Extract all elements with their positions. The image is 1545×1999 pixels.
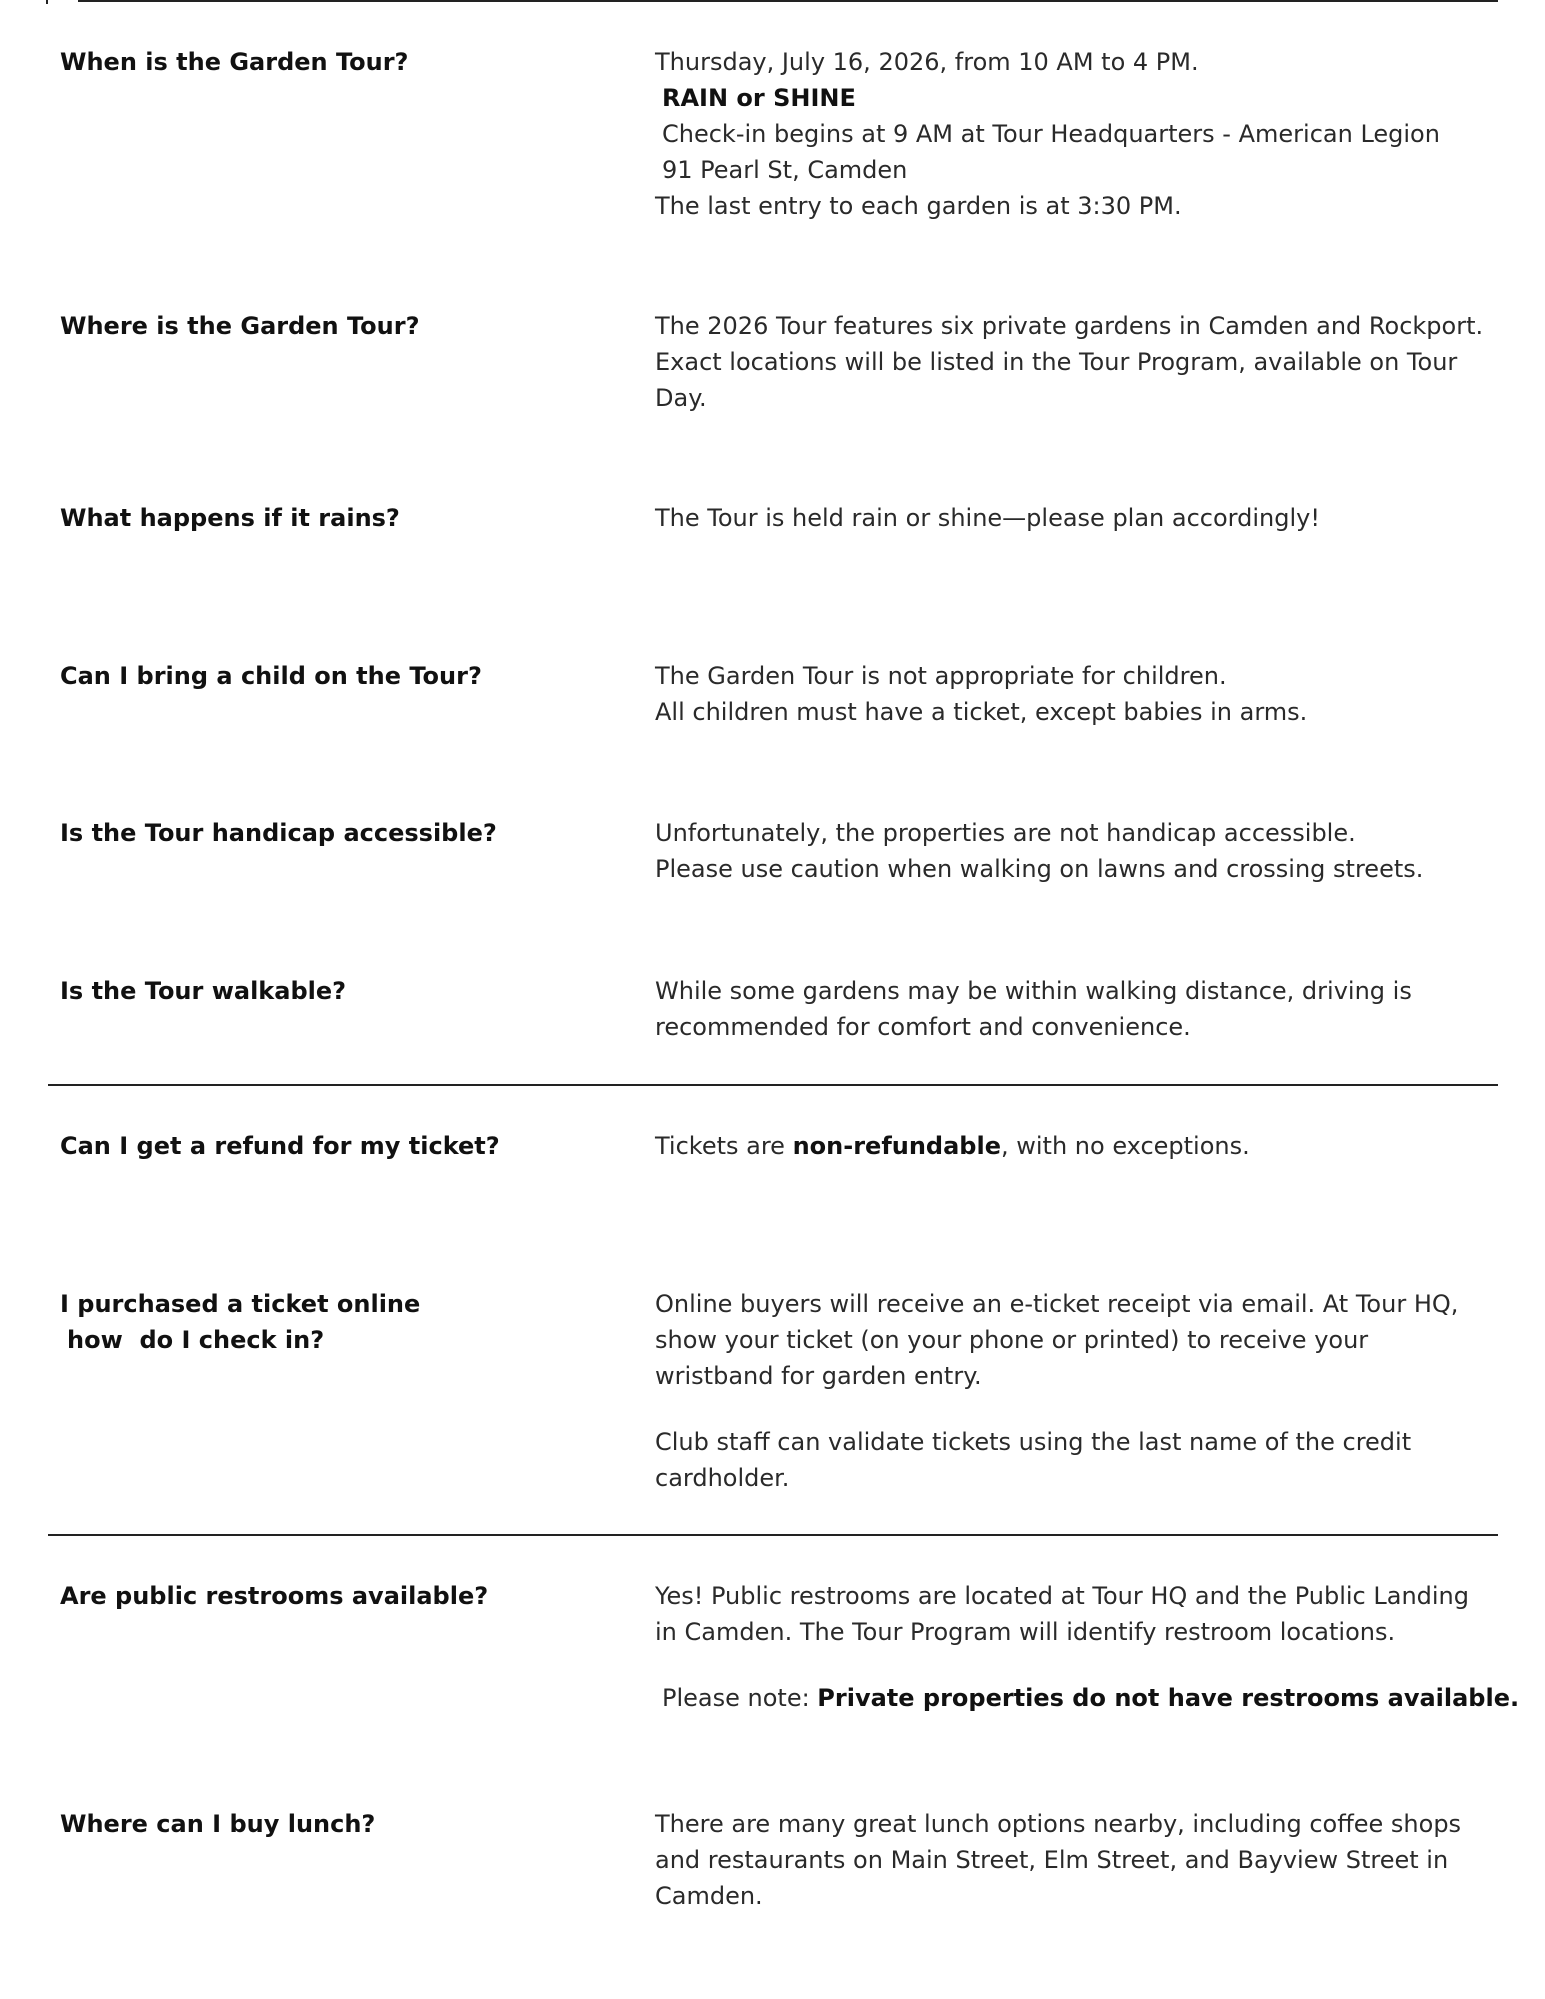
faq-answer bbox=[655, 658, 1495, 730]
faq-answer bbox=[655, 1286, 1495, 1496]
answer-line: The 2026 Tour features six private gardens in Camden and Rockport. bbox=[655, 312, 1484, 340]
faq-answer bbox=[655, 1806, 1495, 1914]
answer-line: cardholder. bbox=[655, 1464, 790, 1492]
faq-question bbox=[60, 973, 620, 1009]
section-divider bbox=[48, 1084, 1498, 1086]
faq-answer bbox=[655, 500, 1495, 536]
faq-answer bbox=[655, 973, 1495, 1045]
faq-question bbox=[60, 500, 620, 536]
faq-answer bbox=[655, 815, 1495, 887]
faq-question bbox=[60, 308, 620, 344]
section-divider bbox=[48, 1534, 1498, 1536]
answer-line: recommended for comfort and convenience. bbox=[655, 1013, 1191, 1041]
faq-question bbox=[60, 44, 620, 80]
top-left-tick bbox=[46, 0, 48, 4]
faq-question bbox=[60, 1128, 620, 1164]
answer-line: While some gardens may be within walking distance, driving is bbox=[655, 977, 1412, 1005]
answer-line: Thursday, July 16, 2026, from 10 AM to 4 PM. bbox=[655, 48, 1199, 76]
answer-line: Please use caution when walking on lawns and crossing streets. bbox=[655, 855, 1424, 883]
answer-text: , with no exceptions. bbox=[1000, 1132, 1250, 1160]
answer-line: Unfortunately, the properties are not handicap accessible. bbox=[655, 819, 1356, 847]
answer-line bbox=[655, 1128, 1495, 1164]
question-text: When is the Garden Tour? bbox=[60, 48, 409, 76]
answer-line: There are many great lunch options nearby, including coffee shops bbox=[655, 1810, 1462, 1838]
faq-question bbox=[60, 658, 620, 694]
answer-note bbox=[655, 1680, 1520, 1716]
question-text: Is the Tour handicap accessible? bbox=[60, 819, 497, 847]
answer-line: wristband for garden entry. bbox=[655, 1362, 982, 1390]
answer-line: in Camden. The Tour Program will identify restroom locations. bbox=[655, 1618, 1396, 1646]
faq-question bbox=[60, 815, 620, 851]
question-text: how do I check in? bbox=[67, 1326, 325, 1354]
faq-answer bbox=[655, 44, 1495, 224]
question-text: Where is the Garden Tour? bbox=[60, 312, 420, 340]
answer-line: Exact locations will be listed in the Tour Program, available on Tour bbox=[655, 348, 1458, 376]
question-text: Is the Tour walkable? bbox=[60, 977, 347, 1005]
question-text: I purchased a ticket online bbox=[60, 1290, 421, 1318]
answer-line: The last entry to each garden is at 3:30 PM. bbox=[655, 192, 1182, 220]
answer-line: Club staff can validate tickets using the last name of the credit bbox=[655, 1428, 1412, 1456]
faq-question bbox=[60, 1286, 620, 1358]
top-divider bbox=[78, 0, 1498, 2]
answer-line-emphasis: RAIN or SHINE bbox=[662, 84, 856, 112]
answer-line: Online buyers will receive an e-ticket receipt via email. At Tour HQ, bbox=[655, 1290, 1459, 1318]
answer-line: show your ticket (on your phone or printed) to receive your bbox=[655, 1326, 1369, 1354]
answer-line: Yes! Public restrooms are located at Tour HQ and the Public Landing bbox=[655, 1582, 1469, 1610]
faq-question bbox=[60, 1578, 620, 1614]
answer-line: The Tour is held rain or shine—please plan accordingly! bbox=[655, 504, 1320, 532]
answer-line: Day. bbox=[655, 384, 707, 412]
question-text: Where can I buy lunch? bbox=[60, 1810, 376, 1838]
question-text: What happens if it rains? bbox=[60, 504, 400, 532]
answer-line: Camden. bbox=[655, 1882, 763, 1910]
note-label: Please note: bbox=[662, 1684, 818, 1712]
faq-answer bbox=[655, 308, 1495, 416]
answer-emphasis: non-refundable bbox=[792, 1132, 1001, 1160]
answer-line: and restaurants on Main Street, Elm Street, and Bayview Street in bbox=[655, 1846, 1449, 1874]
answer-line: All children must have a ticket, except babies in arms. bbox=[655, 698, 1308, 726]
faq-answer bbox=[655, 1578, 1520, 1716]
answer-text: Tickets are bbox=[655, 1132, 793, 1160]
faq-answer bbox=[655, 1128, 1495, 1164]
answer-line: Check-in begins at 9 AM at Tour Headquarters - American Legion bbox=[662, 120, 1440, 148]
question-text: Are public restrooms available? bbox=[60, 1582, 489, 1610]
note-emphasis: Private properties do not have restrooms available. bbox=[817, 1684, 1520, 1712]
answer-line: 91 Pearl St, Camden bbox=[662, 156, 908, 184]
question-text: Can I get a refund for my ticket? bbox=[60, 1132, 500, 1160]
faq-question bbox=[60, 1806, 620, 1842]
answer-line: The Garden Tour is not appropriate for children. bbox=[655, 662, 1227, 690]
question-text: Can I bring a child on the Tour? bbox=[60, 662, 482, 690]
